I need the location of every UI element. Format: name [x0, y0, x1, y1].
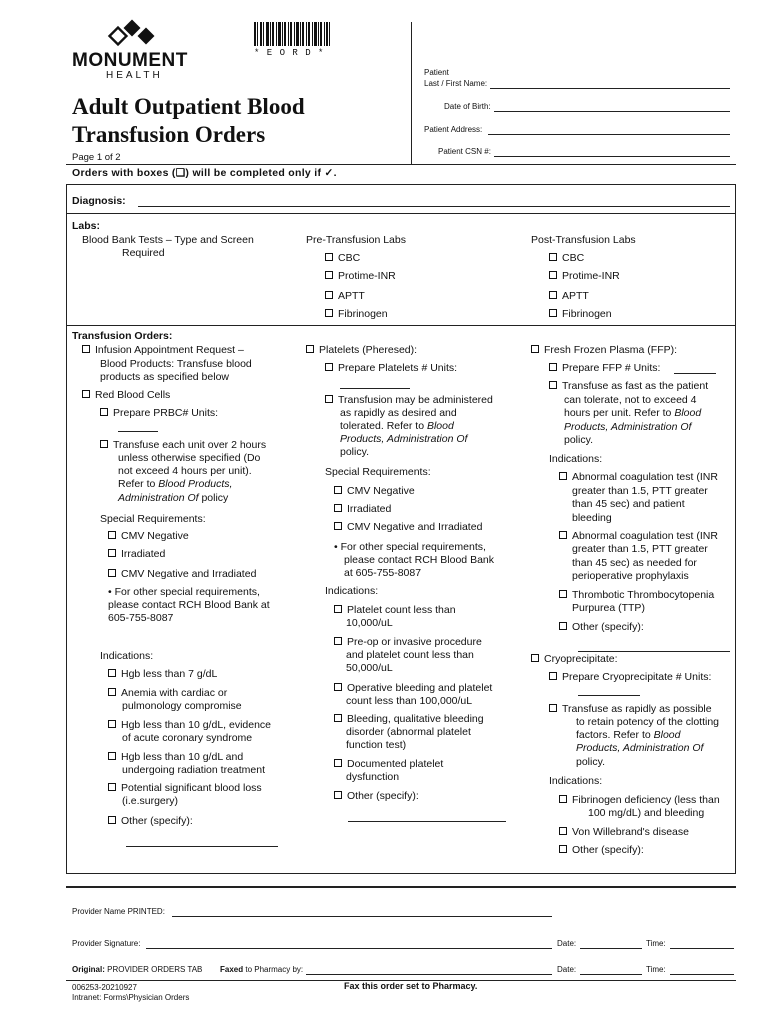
pl-cmv-negative[interactable]	[334, 485, 415, 499]
checkbox[interactable]	[82, 345, 90, 353]
ffp-ind-1d: bleeding	[572, 512, 612, 524]
checkbox[interactable]	[549, 672, 557, 680]
ind-label: Operative bleeding and platelet	[347, 682, 493, 694]
special-label: CMV Negative and Irradiated	[121, 568, 257, 580]
post-lab-label: Protime-INR	[562, 270, 620, 282]
policy-link: Blood	[674, 407, 702, 419]
cryo-ind-2[interactable]	[559, 826, 689, 840]
pl-ind-3b: count less than 100,000/uL	[346, 695, 473, 707]
pl-ind-5[interactable]	[334, 758, 443, 772]
checkbox[interactable]	[108, 720, 116, 728]
special-label: CMV Negative and Irradiated	[347, 521, 483, 533]
address-label: Patient Address:	[424, 125, 483, 134]
checkbox[interactable]	[334, 791, 342, 799]
ind-label: Other (specify):	[121, 815, 193, 827]
pre-lab-cbc[interactable]	[325, 252, 360, 266]
rbc-cmv-irradiated[interactable]	[108, 568, 256, 582]
ind-label: Von Willebrand's disease	[572, 826, 689, 838]
ffp-ind-1b: greater than 1.5, PTT greater	[572, 485, 708, 497]
checkbox[interactable]	[334, 605, 342, 613]
fax-time-field[interactable]	[670, 974, 734, 975]
faxed-by-field[interactable]	[306, 974, 552, 975]
prepare-platelets[interactable]	[325, 362, 457, 376]
pre-lab-protime[interactable]	[325, 270, 396, 284]
post-lab-cbc[interactable]	[549, 252, 584, 266]
trans-label: Transfusion may be administered	[338, 394, 493, 406]
post-lab-protime[interactable]	[549, 270, 620, 284]
pl-ind-4b: disorder (abnormal platelet	[346, 726, 471, 738]
transfuse-each-unit[interactable]	[100, 439, 266, 453]
pre-lab-label: APTT	[338, 290, 365, 302]
cryo-label: Cryoprecipitate:	[544, 653, 618, 665]
checkbox[interactable]	[559, 827, 567, 835]
each-line-5	[118, 492, 228, 506]
ffp-ind-3b: Purpurea (TTP)	[572, 602, 645, 614]
pl-ind-4c: function test)	[346, 739, 407, 751]
ffp-other-field[interactable]	[578, 651, 730, 652]
checkbox[interactable]	[325, 309, 333, 317]
sig-date-label: Date:	[557, 939, 577, 948]
rbc-ind-4b: undergoing radiation treatment	[122, 764, 266, 776]
faxed-note	[220, 965, 303, 974]
labs-box	[66, 214, 736, 326]
provider-signature-label: Provider Signature:	[72, 939, 141, 948]
patient-name-label-1: Patient	[424, 68, 449, 77]
rbc-other-1: • For other special requirements,	[108, 586, 260, 598]
logo	[72, 18, 202, 81]
intranet-path: Intranet: Forms\Physician Orders	[72, 993, 190, 1002]
checkbox[interactable]	[82, 390, 90, 398]
checkbox[interactable]	[559, 531, 567, 539]
csn-field[interactable]	[494, 156, 730, 157]
checkbox[interactable]	[559, 622, 567, 630]
checkbox[interactable]	[108, 688, 116, 696]
faxed-text: to Pharmacy by:	[243, 965, 304, 974]
fax-date-field[interactable]	[580, 974, 642, 975]
rbc-cmv-negative[interactable]	[108, 530, 189, 544]
checkbox[interactable]	[108, 569, 116, 577]
rbc-ind-2b: pulmonology compromise	[122, 700, 242, 712]
original-note	[72, 965, 202, 974]
special-label: CMV Negative	[121, 530, 189, 542]
pl-cmv-irradiated[interactable]	[334, 521, 482, 535]
rbc-other-2: please contact RCH Blood Bank at	[108, 599, 270, 611]
checkbox[interactable]	[325, 395, 333, 403]
instructions: Orders with boxes (❑) will be completed only if ✓.	[72, 167, 337, 179]
pl-other-2: please contact RCH Blood Bank	[344, 554, 494, 566]
barcode-text: * E O R D *	[254, 48, 325, 58]
cryo-text: factors. Refer to	[576, 729, 654, 741]
each-label: Transfuse each unit over 2 hours	[113, 439, 267, 451]
checkbox[interactable]	[334, 759, 342, 767]
pl-ind-2c: 50,000/uL	[346, 662, 393, 674]
ind-label: Thrombotic Thrombocytopenia	[572, 589, 715, 601]
ffp-ind-4[interactable]	[559, 621, 644, 635]
rbc-label: Red Blood Cells	[95, 389, 171, 401]
checkbox[interactable]	[108, 669, 116, 677]
each-line-4	[118, 478, 232, 492]
cryo-indications-label: Indications:	[549, 775, 603, 787]
ind-label: Other (specify):	[572, 844, 644, 856]
policy-link: Blood Products,	[158, 478, 233, 490]
checkbox[interactable]	[108, 531, 116, 539]
pre-lab-label: Protime-INR	[338, 270, 396, 282]
ind-label: Anemia with cardiac or	[121, 687, 228, 699]
policy-link: Blood	[653, 729, 681, 741]
rbc-indications-label: Indications:	[100, 650, 154, 662]
rbc-ind-5[interactable]	[108, 782, 262, 796]
platelet-units-field[interactable]	[340, 388, 410, 389]
prbc-units-field[interactable]	[118, 431, 158, 432]
prep-label: Prepare FFP # Units:	[562, 362, 661, 374]
ffp-fast-2: can tolerate, not to exceed 4	[564, 394, 697, 406]
cryo-text: Transfuse as rapidly as possible	[562, 703, 712, 715]
page-number: Page 1 of 2	[72, 152, 121, 163]
pl-trans-4: Products, Administration Of	[340, 433, 468, 445]
rbc-irradiated[interactable]	[108, 548, 165, 562]
each-text: Refer to	[118, 478, 159, 490]
checkbox[interactable]	[108, 752, 116, 760]
each-text: policy	[198, 492, 229, 504]
pl-ind-1b: 10,000/uL	[346, 617, 393, 629]
checkbox[interactable]	[559, 795, 567, 803]
checkbox[interactable]	[334, 504, 342, 512]
pre-lab-label: Fibrinogen	[338, 308, 388, 320]
checkbox[interactable]	[334, 683, 342, 691]
checkbox[interactable]	[559, 845, 567, 853]
rbc-ind-3[interactable]	[108, 719, 271, 733]
checkbox[interactable]	[549, 363, 557, 371]
prep-label: Prepare Platelets # Units:	[338, 362, 458, 374]
pl-other-field[interactable]	[348, 821, 506, 822]
logo-word: MONUMENT	[72, 50, 188, 71]
checkbox[interactable]	[334, 637, 342, 645]
fast-label: Transfuse as fast as the patient	[562, 380, 709, 392]
faxed-label: Faxed	[220, 965, 244, 974]
post-lab-label: Fibrinogen	[562, 308, 612, 320]
original-label: Original:	[72, 965, 105, 974]
checkbox[interactable]	[531, 345, 539, 353]
diagnosis-label: Diagnosis:	[72, 195, 126, 207]
pre-lab-fibrinogen[interactable]	[325, 308, 388, 322]
prep-label: Prepare Cryoprecipitate # Units:	[562, 671, 712, 683]
ind-label: Fibrinogen deficiency (less than	[572, 794, 720, 806]
address-field[interactable]	[488, 134, 730, 135]
post-lab-label: CBC	[562, 252, 585, 264]
diagnosis-box	[66, 184, 736, 214]
ffp-indications-label: Indications:	[549, 453, 603, 465]
platelet-transfusion[interactable]	[325, 394, 493, 408]
checkbox[interactable]	[531, 654, 539, 662]
special-label: Irradiated	[347, 503, 392, 515]
checkbox[interactable]	[108, 783, 116, 791]
checkbox[interactable]	[108, 816, 116, 824]
fax-time-label: Time:	[646, 965, 666, 974]
checkbox[interactable]	[334, 522, 342, 530]
prepare-ffp[interactable]	[549, 362, 660, 376]
rbc-ind-5b: (i.e.surgery)	[122, 795, 179, 807]
rbc-ind-2[interactable]	[108, 687, 227, 701]
pl-ind-5b: dysfunction	[346, 771, 400, 783]
checkbox[interactable]	[325, 291, 333, 299]
transfusion-label: Transfusion Orders:	[72, 330, 173, 342]
patient-name-field[interactable]	[490, 88, 730, 89]
sig-date-field[interactable]	[580, 948, 642, 949]
ind-label: Potential significant blood loss	[121, 782, 262, 794]
prbc-label: Prepare PRBC# Units:	[113, 407, 219, 419]
fast-text: hours per unit. Refer to	[564, 407, 675, 419]
cryo-line-4: Products, Administration Of	[576, 742, 704, 754]
each-line-2: unless otherwise specified (Do	[118, 452, 261, 464]
ffp-fast-5: policy.	[564, 434, 593, 446]
cryo-transfuse[interactable]	[549, 703, 712, 717]
pl-ind-1[interactable]	[334, 604, 456, 618]
prepare-prbc[interactable]	[100, 407, 218, 421]
ind-label: Pre-op or invasive procedure	[347, 636, 482, 648]
ind-label: Hgb less than 10 g/dL and	[121, 751, 244, 763]
footer-rule	[66, 886, 736, 888]
pl-indications-label: Indications:	[325, 585, 379, 597]
cryo-ind-3[interactable]	[559, 844, 644, 858]
provider-name-label: Provider Name PRINTED:	[72, 907, 165, 916]
checkbox[interactable]	[325, 253, 333, 261]
checkbox[interactable]	[549, 271, 557, 279]
ind-label: Abnormal coagulation test (INR	[572, 471, 718, 483]
cryoprecipitate[interactable]	[531, 653, 618, 667]
checkbox[interactable]	[549, 381, 557, 389]
pl-trans-3	[340, 420, 454, 434]
ind-label: Hgb less than 7 g/dL	[121, 668, 218, 680]
header-rule	[66, 164, 736, 165]
ind-label: Bleeding, qualitative bleeding	[347, 713, 484, 725]
pl-trans-2: as rapidly as desired and	[340, 407, 457, 419]
cryo-other-field[interactable]	[562, 873, 730, 874]
provider-name-field[interactable]	[172, 916, 552, 917]
pre-lab-label: CBC	[338, 252, 361, 264]
pre-transfusion-header: Pre-Transfusion Labs	[306, 234, 406, 246]
checkbox[interactable]	[325, 363, 333, 371]
red-blood-cells[interactable]	[82, 389, 170, 403]
sig-time-field[interactable]	[670, 948, 734, 949]
ind-label: Platelet count less than	[347, 604, 456, 616]
checkbox[interactable]	[325, 271, 333, 279]
each-line-3: not exceed 4 hours per unit).	[118, 465, 252, 477]
platelets[interactable]	[306, 344, 417, 358]
rbc-other-field[interactable]	[126, 846, 278, 847]
ffp-transfuse[interactable]	[549, 380, 708, 394]
patient-name-label-2: Last / First Name:	[424, 79, 488, 88]
csn-label: Patient CSN #:	[438, 147, 491, 156]
ffp-fast-3	[564, 407, 701, 421]
diagnosis-field[interactable]	[138, 206, 730, 207]
infusion-line-2: Blood Products: Transfuse blood	[100, 358, 252, 370]
ffp-fast-4: Products, Administration Of	[564, 421, 692, 433]
ind-label: Abnormal coagulation test (INR	[572, 530, 718, 542]
ffp-ind-2b: greater than 1.5, PTT greater	[572, 543, 708, 555]
pl-trans-5: policy.	[340, 446, 369, 458]
ffp-ind-2d: perioperative prophylaxis	[572, 570, 689, 582]
pl-irradiated[interactable]	[334, 503, 391, 517]
cryo-line-3	[576, 729, 680, 743]
checkbox[interactable]	[559, 472, 567, 480]
barcode-icon	[254, 22, 330, 46]
dob-label: Date of Birth:	[444, 102, 491, 111]
checkbox[interactable]	[306, 345, 314, 353]
special-requirements-label: Special Requirements:	[100, 513, 206, 525]
ind-label: Other (specify):	[572, 621, 644, 633]
checkbox[interactable]	[334, 486, 342, 494]
barcode	[254, 22, 330, 46]
header-divider	[411, 22, 412, 164]
cryo-line-2: to retain potency of the clotting	[576, 716, 720, 728]
post-lab-label: APTT	[562, 290, 589, 302]
original-text: PROVIDER ORDERS TAB	[104, 965, 203, 974]
ffp-units-field[interactable]	[674, 373, 716, 374]
checkbox[interactable]	[559, 590, 567, 598]
post-transfusion-header: Post-Transfusion Labs	[531, 234, 636, 246]
ind-label: Other (specify):	[347, 790, 419, 802]
pl-other-1: • For other special requirements,	[334, 541, 486, 553]
pre-lab-aptt[interactable]	[325, 290, 365, 304]
checkbox[interactable]	[549, 253, 557, 261]
ffp[interactable]	[531, 344, 677, 358]
checkbox[interactable]	[549, 291, 557, 299]
pl-ind-3[interactable]	[334, 682, 492, 696]
pl-ind-2[interactable]	[334, 636, 482, 650]
policy-link: Blood	[426, 420, 454, 432]
sig-time-label: Time:	[646, 939, 666, 948]
rbc-ind-1[interactable]	[108, 668, 217, 682]
ffp-label: Fresh Frozen Plasma (FFP):	[544, 344, 678, 356]
checkbox[interactable]	[108, 549, 116, 557]
ind-label: Hgb less than 10 g/dL, evidence	[121, 719, 272, 731]
rbc-ind-6[interactable]	[108, 815, 193, 829]
platelets-label: Platelets (Pheresed):	[319, 344, 418, 356]
logo-sub: HEALTH	[106, 70, 163, 81]
pl-ind-2b: and platelet count less than	[346, 649, 474, 661]
ffp-ind-1c: than 45 sec) and patient	[572, 498, 685, 510]
ffp-ind-1[interactable]	[559, 471, 718, 485]
dob-field[interactable]	[494, 111, 730, 112]
infusion-appointment[interactable]	[82, 344, 244, 358]
checkbox[interactable]	[100, 408, 108, 416]
rbc-ind-3b: of acute coronary syndrome	[122, 732, 253, 744]
pl-other-3: at 605-755-8087	[344, 567, 422, 579]
page-title-line2: Transfusion Orders	[72, 122, 266, 147]
ind-label: Documented platelet	[347, 758, 444, 770]
monument-logo-icon	[72, 18, 202, 50]
checkbox[interactable]	[549, 704, 557, 712]
form-number: 006253-20210927	[72, 983, 137, 992]
pl-special-label: Special Requirements:	[325, 466, 431, 478]
blood-bank-tests-1: Blood Bank Tests – Type and Screen	[82, 234, 254, 246]
page-title-line1: Adult Outpatient Blood	[72, 94, 305, 119]
blood-bank-tests-2: Required	[122, 247, 165, 259]
checkbox[interactable]	[100, 440, 108, 448]
checkbox[interactable]	[549, 309, 557, 317]
special-label: Irradiated	[121, 548, 166, 560]
cryo-line-5: policy.	[576, 756, 605, 768]
ffp-ind-2[interactable]	[559, 530, 718, 544]
prepare-cryo[interactable]	[549, 671, 711, 685]
policy-link: Administration Of	[118, 492, 199, 504]
fax-instruction: Fax this order set to Pharmacy.	[344, 981, 478, 991]
fax-date-label: Date:	[557, 965, 577, 974]
pl-ind-4[interactable]	[334, 713, 484, 727]
ffp-ind-2c: than 45 sec) as needed for	[572, 557, 697, 569]
cryo-ind-1b: 100 mg/dL) and bleeding	[588, 807, 705, 819]
cryo-ind-1[interactable]	[559, 794, 720, 808]
checkbox[interactable]	[334, 714, 342, 722]
cryo-units-field[interactable]	[578, 695, 640, 696]
special-label: CMV Negative	[347, 485, 415, 497]
infusion-line-3: products as specified below	[100, 371, 229, 383]
post-lab-aptt[interactable]	[549, 290, 589, 304]
rbc-ind-4[interactable]	[108, 751, 243, 765]
rbc-other-3: 605-755-8087	[108, 612, 174, 624]
infusion-line: Infusion Appointment Request –	[95, 344, 244, 356]
provider-signature-field[interactable]	[146, 948, 552, 949]
trans-text: tolerated. Refer to	[340, 420, 427, 432]
labs-label: Labs:	[72, 220, 101, 232]
ffp-ind-3[interactable]	[559, 589, 714, 603]
post-lab-fibrinogen[interactable]	[549, 308, 612, 322]
pl-ind-6[interactable]	[334, 790, 419, 804]
